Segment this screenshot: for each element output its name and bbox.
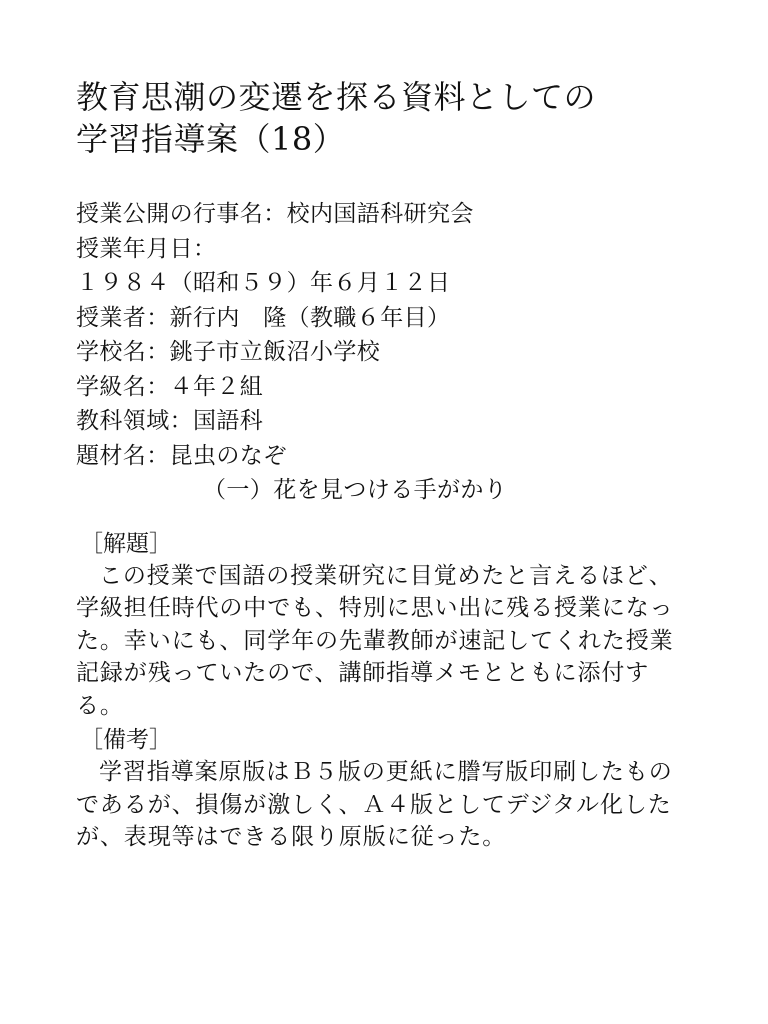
title-line-1: 教育思潮の変遷を探る資料としての [76, 78, 597, 116]
event-name-line: 授業公開の行事名：校内国語科研究会 [76, 201, 474, 227]
topic-subtitle-line: （一）花を見つける手がかり [203, 477, 508, 503]
subject-line: 教科領域：国語科 [76, 408, 264, 434]
commentary-section [76, 528, 696, 723]
remarks-text: 学習指導案原版はＢ５版の更紙に謄写版印刷したものであるが、損傷が激しく、Ａ４版としてデジタル化したが、表現等はできる限り原版に従った。 [76, 759, 673, 850]
remarks-section [76, 724, 696, 854]
topic-line: 題材名：昆虫のなぞ [76, 442, 287, 469]
class-line: 学級名：４年２組 [76, 373, 264, 400]
document-title [76, 76, 696, 160]
commentary-text: この授業で国語の授業研究に目覚めたと言えるほど、学級担任時代の中でも、特別に思い出に残る授業になった。幸いにも、同学年の先輩教師が速記してくれた授業記録が残っていたので、講師指導メモとともに添付する。 [76, 562, 674, 719]
school-line: 学校名：銚子市立飯沼小学校 [76, 339, 381, 365]
commentary-heading: ［解題］ [80, 530, 172, 557]
lesson-date-label: 授業年月日： [76, 235, 217, 262]
title-line-2: 学習指導案（18） [76, 120, 346, 158]
lesson-date-value: １９８４（昭和５９）年６月１２日 [76, 270, 451, 296]
lesson-metadata [76, 197, 696, 508]
document-page [76, 76, 696, 854]
teacher-line: 授業者：新行内 隆（教職６年目） [76, 304, 451, 331]
remarks-heading: ［備考］ [80, 727, 172, 753]
